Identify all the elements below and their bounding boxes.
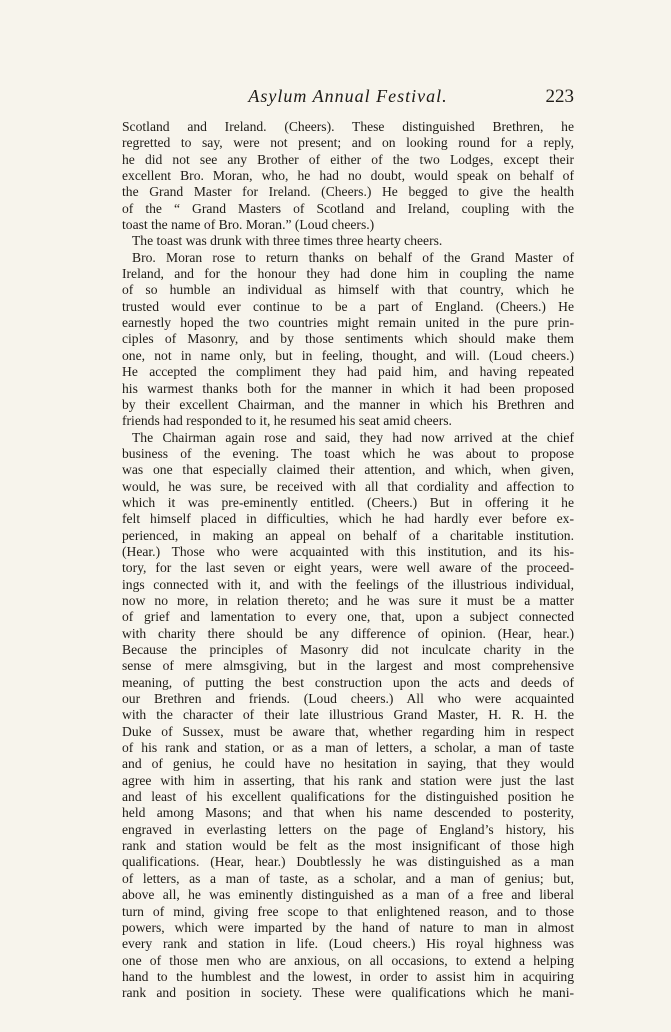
- text-line: the Grand Master for Ireland. (Cheers.) He begged to give the health: [122, 184, 574, 200]
- text-line: he did not see any Brother of either of the two Lodges, except their: [122, 151, 574, 167]
- text-line: now no more, in relation thereto; and he was sure it must be a matter: [122, 592, 574, 608]
- text-line: would, he was sure, be received with all that cordiality and affection to: [122, 478, 574, 494]
- text-line: which it was pre-eminently entitled. (Cheers.) But in offering it he: [122, 494, 574, 510]
- text-line: sense of mere almsgiving, but in the largest and most comprehensive: [122, 658, 574, 674]
- text-line: Because the principles of Masonry did not inculcate charity in the: [122, 642, 574, 657]
- text-line: The Chairman again rose and said, they had now arrived at the chief: [132, 429, 574, 445]
- text-line: trusted would ever continue to be a part of England. (Cheers.) He: [122, 298, 574, 314]
- text-line: hand to the humblest and the lowest, in order to assist him in acquiring: [122, 968, 574, 984]
- text-line: one, not in name only, but in feeling, thought, and will. (Loud cheers.): [122, 347, 574, 363]
- page-header: [122, 86, 574, 108]
- text-line: friends had responded to it, he resumed his seat amid cheers.: [122, 413, 452, 429]
- text-line: and of genius, he could have no hesitation in saying, that they would: [122, 756, 574, 772]
- text-line: and least of his excellent qualifications for the distinguished position he: [122, 789, 574, 805]
- text-line: ings connected with it, and with the feelings of the illustrious individual,: [122, 576, 574, 592]
- text-line: was one that especially claimed their attention, and which, when given,: [122, 462, 574, 478]
- text-line: one of those men who are anxious, on all occasions, to extend a helping: [122, 952, 574, 968]
- text-line: Scotland and Ireland. (Cheers). These distinguished Brethren, he: [122, 119, 574, 134]
- text-line: of so humble an individual as himself with that country, which he: [122, 282, 574, 298]
- text-line: Duke of Sussex, must be aware that, whether regarding him in respect: [122, 723, 574, 739]
- text-line: rank and station would be felt as the most insignificant of those high: [122, 838, 574, 854]
- text-line: toast the name of Bro. Moran.” (Loud cheers.): [122, 217, 375, 233]
- text-line: his warmest thanks both for the manner in which it had been proposed: [122, 380, 574, 396]
- text-line: (Hear.) Those who were acquainted with this institution, and its his-: [122, 543, 574, 559]
- text-line: ciples of Masonry, and by those sentiments which should make them: [122, 331, 574, 347]
- text-line: engraved in everlasting letters on the page of England’s history, his: [122, 821, 574, 837]
- text-line: agree with him in asserting, that his rank and station were just the last: [122, 772, 574, 788]
- text-line: of his rank and station, or as a man of letters, a scholar, a man of taste: [122, 740, 574, 756]
- text-line: earnestly hoped the two countries might remain united in the pure prin-: [122, 315, 574, 331]
- text-line: tory, for the last seven or eight years, were well aware of the proceed-: [122, 560, 574, 576]
- text-line: above all, he was eminently distinguished as a man of a free and liberal: [122, 887, 574, 903]
- text-line: powers, which were imparted by the hand of nature to man in almost: [122, 919, 574, 935]
- text-line: every rank and station in life. (Loud cheers.) His royal highness was: [122, 936, 574, 952]
- text-line: felt himself placed in difficulties, which he had hardly ever before ex-: [122, 511, 574, 527]
- body-text: [122, 119, 574, 1002]
- text-line: with charity there should be any difference of opinion. (Hear, hear.): [122, 625, 574, 641]
- text-line: of the “ Grand Masters of Scotland and Ireland, coupling with the: [122, 200, 574, 216]
- text-line: The toast was drunk with three times three hearty cheers.: [132, 233, 443, 249]
- text-line: rank and position in society. These were qualifications which he mani-: [122, 985, 574, 1001]
- text-line: qualifications. (Hear, hear.) Doubtlessly he was distinguished as a man: [122, 854, 574, 870]
- text-line: of letters, as a man of taste, as a scholar, and a man of genius; but,: [122, 870, 574, 886]
- text-line: turn of mind, giving free scope to that enlightened reason, and to those: [122, 903, 574, 919]
- text-line: Ireland, and for the honour they had done him in coupling the name: [122, 266, 574, 282]
- text-line: Bro. Moran rose to return thanks on behalf of the Grand Master of: [132, 249, 574, 265]
- text-line: of grief and lamentation to every one, that, upon a subject connected: [122, 609, 574, 625]
- running-head: Asylum Annual Festival.: [248, 86, 448, 106]
- text-line: perienced, in making an appeal on behalf of a charitable institution.: [122, 527, 574, 543]
- text-line: He accepted the compliment they had paid him, and having repeated: [122, 364, 574, 380]
- text-line: held among Masons; and that when his name descended to posterity,: [122, 805, 574, 821]
- text-line: meaning, of putting the best construction upon the acts and deeds of: [122, 674, 574, 690]
- text-line: with the character of their late illustrious Grand Master, H. R. H. the: [122, 707, 574, 723]
- text-line: regretted to say, were not present; and on looking round for a reply,: [122, 135, 574, 151]
- page-number: 223: [545, 86, 574, 107]
- text-line: our Brethren and friends. (Loud cheers.) All who were acquainted: [122, 691, 574, 707]
- text-line: excellent Bro. Moran, who, he had no doubt, would speak on behalf of: [122, 168, 574, 184]
- text-line: by their excellent Chairman, and the manner in which his Brethren and: [122, 396, 574, 412]
- text-line: business of the evening. The toast which he was about to propose: [122, 445, 574, 461]
